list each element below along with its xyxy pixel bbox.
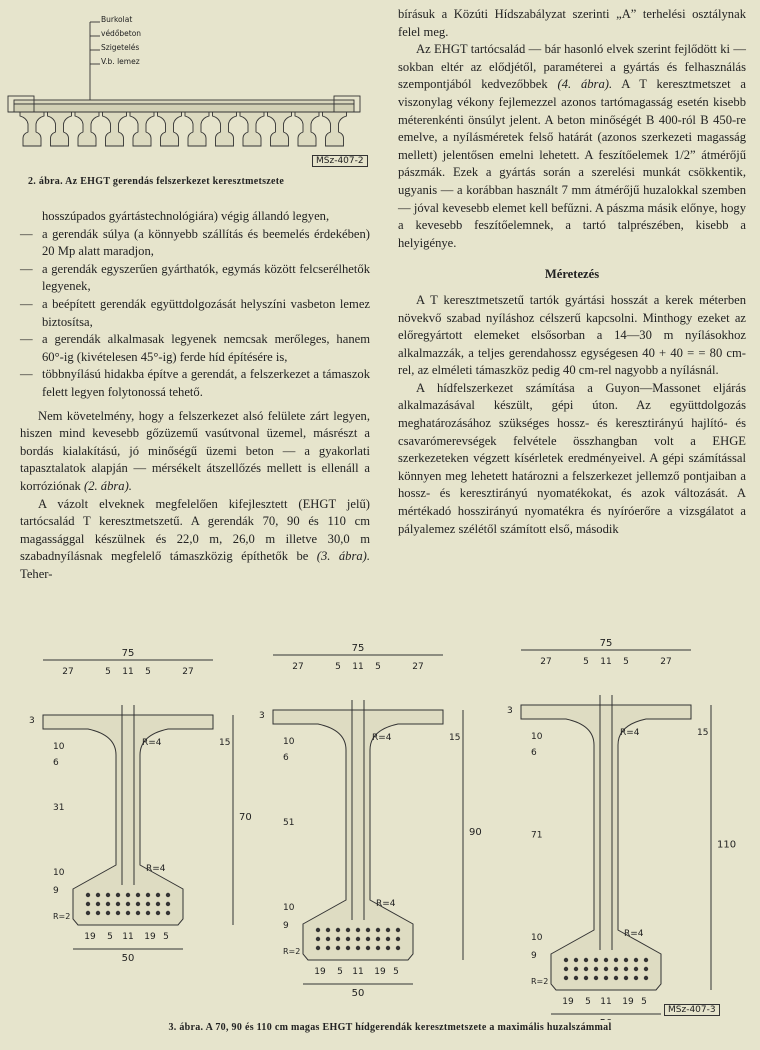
strand-dot (386, 928, 390, 932)
dim-top-segment: 11 (600, 657, 612, 667)
strand-dot (396, 937, 400, 941)
list-item: — a gerendák egyszerűen gyárthatók, egymás között felcserélhetők legyenek, (20, 261, 370, 294)
fig2-beam-rib (240, 112, 264, 146)
fig2-beam-rib (48, 112, 72, 146)
dim-bottom-width: 50 (121, 953, 135, 964)
dim-web-segment: 9 (283, 921, 289, 931)
strand-dot (564, 976, 568, 980)
fig2-beam-rib (130, 112, 154, 146)
dim-bottom-segment: 5 (107, 932, 113, 942)
dim-web-segment: 9 (531, 951, 537, 961)
dim-web-segment: 10 (531, 732, 543, 742)
dim-flange: 15 (449, 733, 461, 743)
radius-label: R=4 (624, 929, 644, 939)
figure-2-code: MSz-407-2 (312, 155, 368, 167)
right-column (398, 6, 746, 538)
strand-group (316, 928, 400, 950)
strand-dot (346, 928, 350, 932)
dim-top-width: 75 (599, 638, 613, 649)
fig2-beam-rib (20, 112, 44, 146)
dim-bottom-segment: 19 (84, 932, 96, 942)
beam-cross-section (273, 655, 463, 984)
dim-flange: 15 (219, 738, 231, 748)
strand-dot (386, 937, 390, 941)
figure-2-caption: 2. ábra. Az EHGT gerendás felszerkezet keresztmetszete (28, 176, 285, 187)
dim-web-segment: 10 (53, 742, 65, 752)
dim-top-segment: 5 (375, 662, 381, 672)
strand-dot (604, 958, 608, 962)
strand-dot (604, 976, 608, 980)
radius-label: R=4 (372, 733, 392, 743)
strand-dot (564, 967, 568, 971)
strand-dot (156, 911, 160, 915)
paragraph: Nem követelmény, hogy a felszerkezet alsó felülete zárt legyen, hiszen mind kevesebb gőzüzemű vasútvonal üzemel, másrészt a bordás kialakítású, jó minőségű üzemi beton — a gyakorlati tapasztalatok alapján — mérsékelt átszellőzés mellett is ellenáll a korróziónak (2. ábra). (20, 408, 370, 493)
strand-dot (584, 967, 588, 971)
strand-dot (574, 967, 578, 971)
fig2-beam-rib (268, 112, 292, 146)
strand-dot (564, 958, 568, 962)
strand-dot (376, 937, 380, 941)
strand-dot (614, 976, 618, 980)
strand-dot (86, 893, 90, 897)
dim-web-segment: 10 (53, 868, 65, 878)
beam-cross-section (43, 660, 233, 949)
strand-dot (316, 946, 320, 950)
paragraph: A vázolt elveknek megfelelően kifejlesztett (EHGT jelű) tartócsalád T keresztmetszetű. A gerendák 70, 90 és 110 cm magassággal készülnek és 22,0 m, 26,0 m illetve 30,0 m szabadnyílásnak megfelelő támaszközig építhetők be (3. ábra). Teher- (20, 496, 371, 581)
fig2-beam-rib (103, 112, 127, 146)
list-item: — a gerendák súlya (a könnyebb szállítás és beemelés érdekében) 20 Mp alatt maradjon, (20, 226, 370, 259)
figure-3-code: MSz-407-3 (664, 1004, 720, 1016)
dim-top-segment: 5 (623, 657, 629, 667)
strand-dot (346, 946, 350, 950)
strand-dot (386, 946, 390, 950)
strand-dot (644, 967, 648, 971)
dim-top-segment: 5 (335, 662, 341, 672)
strand-dot (116, 893, 120, 897)
figure-2 (0, 0, 380, 175)
strand-group (564, 958, 648, 980)
paragraph: A T keresztmetszetű tartók gyártási hosszát a kerek méterben növekvő szabad nyíláshoz célszerű kapcsolni. Minthogy ezeket az előregyártott elemeket elsősorban a 14—30 m nyílásokhoz alkalmazzák, a teljes gerendahossz egységesen 40 + 40 = = 80 cm-rel, az elméleti támaszköz pedig 40 cm-rel nagyobb a nyílásnál. (398, 292, 746, 378)
dim-web-segment: 6 (283, 753, 289, 763)
fig2-beam-rib (185, 112, 209, 146)
dim-top-segment: 27 (660, 657, 672, 667)
dim-left: 3 (259, 711, 265, 721)
strand-dot (634, 976, 638, 980)
dim-bottom-segment: 5 (393, 967, 399, 977)
strand-dot (106, 911, 110, 915)
dim-top-segment: 11 (352, 662, 364, 672)
beam-cross-section (521, 650, 711, 1014)
strand-dot (336, 928, 340, 932)
dim-bottom-segment: 11 (600, 997, 612, 1007)
dim-flange: 15 (697, 728, 709, 738)
dim-top-segment: 27 (62, 667, 74, 677)
figure-3-caption: 3. ábra. A 70, 90 és 110 cm magas EHGT hídgerendák keresztmetszete a maximális huzalszámmal (168, 1022, 612, 1033)
radius-label: R=4 (376, 899, 396, 909)
strand-dot (584, 958, 588, 962)
dim-left: 3 (29, 716, 35, 726)
strand-dot (166, 893, 170, 897)
strand-dot (96, 893, 100, 897)
strand-dot (604, 967, 608, 971)
strand-dot (86, 902, 90, 906)
layer-label-burkolat: Burkolat (101, 15, 133, 24)
strand-dot (86, 911, 90, 915)
strand-dot (594, 958, 598, 962)
strand-dot (106, 893, 110, 897)
strand-dot (574, 958, 578, 962)
dim-web-segment: 31 (53, 803, 65, 813)
strand-dot (336, 946, 340, 950)
fig2-beam-rib (295, 112, 319, 146)
radius-label: R=4 (142, 738, 162, 748)
strand-dot (624, 967, 628, 971)
strand-dot (366, 928, 370, 932)
strand-dot (156, 902, 160, 906)
paragraph: Az EHGT tartócsalád — bár hasonló elvek szerint fejlődött ki — sokban eltér az elődjétől, paraméterei a gyártás és felhasználás szempontjából kedvezőbbek (4. ábra). A T keresztmetszet a viszonylag vékony fejlemezzel azonos tartómagasság esetén kisebb méterenkénti önsúlyt jelent. A beton minőségét B 400-ról B 450-re emelve, a nyílásméretek felső határát (azonos szerkezeti magasság mellett) jelentősen emelni lehetett. A feszítőelemek 1/2” átmérőjű pászmák. Ezek a gyártás során a szerelési munkát csökkentik, ugyanis — a korábban használt 7 mm átmérőjű huzalokkal szemben — jóval kevesebb elemet kell befűzni. A pászma másik előnye, hogy a kevesebb feszítőelemnek, a tartó talprészében, kisebb a helyigénye. (398, 42, 747, 250)
dim-height: 110 (717, 839, 737, 851)
paragraph: A hídfelszerkezet számítása a Guyon—Massonet eljárás alkalmazásával készült, gépi úton. Az együttdolgozás meghatározásához szükséges hossz- és keresztirányú hajlító- és csavarómerevségek felvétele összhangban volt a EHGE szerkezeteken végzett kísérletek eredményeivel. A gépi számítással könnyen meg lehetett határozni a felszerkezet jellemző pontjaiban a hossz- és keresztirányú nyomatékokat, és azok változását. A mértékadó hosszirányú nyomatékra és nyíróerőre a vizsgálatot a pályalemez szélétől számított első, második (398, 380, 746, 536)
dim-bottom-segment: 5 (337, 967, 343, 977)
dim-top-segment: 27 (292, 662, 304, 672)
strand-dot (326, 937, 330, 941)
strand-dot (366, 937, 370, 941)
strand-dot (156, 893, 160, 897)
strand-dot (366, 946, 370, 950)
dim-bottom-width (600, 1018, 613, 1020)
strand-dot (584, 976, 588, 980)
beam-outline (521, 705, 691, 990)
dim-bottom-segment: 19 (144, 932, 156, 942)
dim-top-segment: 27 (412, 662, 424, 672)
strand-dot (136, 911, 140, 915)
strand-dot (116, 902, 120, 906)
dim-bottom-segment: 5 (585, 997, 591, 1007)
strand-dot (396, 946, 400, 950)
strand-dot (624, 976, 628, 980)
strand-dot (96, 911, 100, 915)
strand-dot (356, 937, 360, 941)
strand-dot (396, 928, 400, 932)
list-lead: hosszúpados gyártástechnológiára) végig állandó legyen, (42, 209, 330, 223)
dim-bottom-segment: 19 (562, 997, 574, 1007)
strand-dot (326, 928, 330, 932)
radius-label: R=4 (146, 864, 166, 874)
strand-dot (126, 902, 130, 906)
dim-top-segment: 5 (145, 667, 151, 677)
dim-height: 90 (469, 827, 482, 838)
figure-3-drawing (0, 630, 760, 1020)
paragraph: bírásuk a Közúti Hídszabályzat szerinti „A” terhelési osztálynak felel meg. (398, 7, 746, 39)
strand-dot (376, 946, 380, 950)
strand-dot (116, 911, 120, 915)
dim-left: 3 (507, 706, 513, 716)
list-item: — a gerendák alkalmasak legyenek nemcsak merőleges, hanem 60°-ig (kivételesen 45°-ig) ferde híd építésére is, (20, 332, 370, 364)
radius-label: R=4 (620, 728, 640, 738)
strand-dot (634, 958, 638, 962)
dim-bottom-segment: 5 (641, 997, 647, 1007)
dim-top-width: 75 (121, 648, 135, 659)
dim-bottom-width: 50 (351, 988, 365, 999)
figure-3 (0, 630, 760, 1020)
layer-label-szigeteles: Szigetelés (101, 43, 140, 52)
strand-dot (594, 967, 598, 971)
strand-dot (376, 928, 380, 932)
list-item: — többnyílású hidakba építve a gerendát, a felszerkezet a támaszok felett legyen folytonossá tehető. (20, 367, 370, 399)
dim-web-segment: 10 (283, 903, 295, 913)
strand-dot (614, 967, 618, 971)
strand-dot (106, 902, 110, 906)
strand-dot (316, 937, 320, 941)
dim-bottom-segment: 11 (122, 932, 134, 942)
dim-top-segment: 27 (540, 657, 552, 667)
dim-top-width: 75 (351, 643, 365, 654)
fig2-beam-rib (213, 112, 237, 146)
section-heading: Méretezés (544, 267, 600, 282)
strand-group (86, 893, 170, 915)
strand-dot (166, 902, 170, 906)
figure-2-drawing (0, 0, 380, 175)
strand-dot (574, 976, 578, 980)
dim-top-segment: 5 (105, 667, 111, 677)
strand-dot (614, 958, 618, 962)
strand-dot (644, 976, 648, 980)
layer-label-vedobeton: védőbeton (101, 29, 142, 38)
beam-outline (273, 710, 443, 960)
strand-dot (356, 928, 360, 932)
dim-bottom-segment: 19 (314, 967, 326, 977)
dim-top-segment: 27 (182, 667, 194, 677)
dim-bottom-segment: 5 (163, 932, 169, 942)
strand-dot (136, 893, 140, 897)
requirements-list (20, 226, 370, 402)
strand-dot (126, 911, 130, 915)
corner-radius-label: R=2 (53, 912, 71, 921)
dim-top-segment: 11 (122, 667, 134, 677)
strand-dot (644, 958, 648, 962)
strand-dot (146, 911, 150, 915)
corner-radius-label: R=2 (531, 977, 549, 986)
strand-dot (146, 893, 150, 897)
strand-dot (634, 967, 638, 971)
strand-dot (316, 928, 320, 932)
dim-web-segment: 51 (283, 818, 295, 828)
strand-dot (356, 946, 360, 950)
strand-dot (126, 893, 130, 897)
layer-label-vb-lemez: V.b. lemez (101, 57, 140, 66)
strand-dot (326, 946, 330, 950)
dim-bottom-segment: 19 (622, 997, 634, 1007)
fig2-beam-rib (75, 112, 99, 146)
strand-dot (594, 976, 598, 980)
dim-web-segment: 6 (53, 758, 59, 768)
dim-web-segment: 71 (531, 830, 543, 841)
dim-bottom-segment: 11 (352, 967, 364, 977)
strand-dot (136, 902, 140, 906)
dim-web-segment: 6 (531, 748, 537, 758)
fig2-beam-rib (158, 112, 182, 146)
dim-web-segment: 9 (53, 886, 59, 896)
left-column (20, 208, 370, 583)
dim-bottom-segment: 19 (374, 967, 386, 977)
strand-dot (96, 902, 100, 906)
corner-radius-label: R=2 (283, 947, 301, 956)
strand-dot (624, 958, 628, 962)
dim-web-segment: 10 (283, 737, 295, 747)
strand-dot (336, 937, 340, 941)
list-item: — a beépített gerendák együttdolgozását helyszíni vasbeton lemez biztosítsa, (20, 296, 370, 329)
strand-dot (166, 911, 170, 915)
dim-top-segment: 5 (583, 657, 589, 667)
fig2-beam-rib (323, 112, 347, 146)
strand-dot (146, 902, 150, 906)
dim-web-segment: 10 (531, 933, 543, 943)
dim-height: 70 (239, 812, 252, 823)
strand-dot (346, 937, 350, 941)
